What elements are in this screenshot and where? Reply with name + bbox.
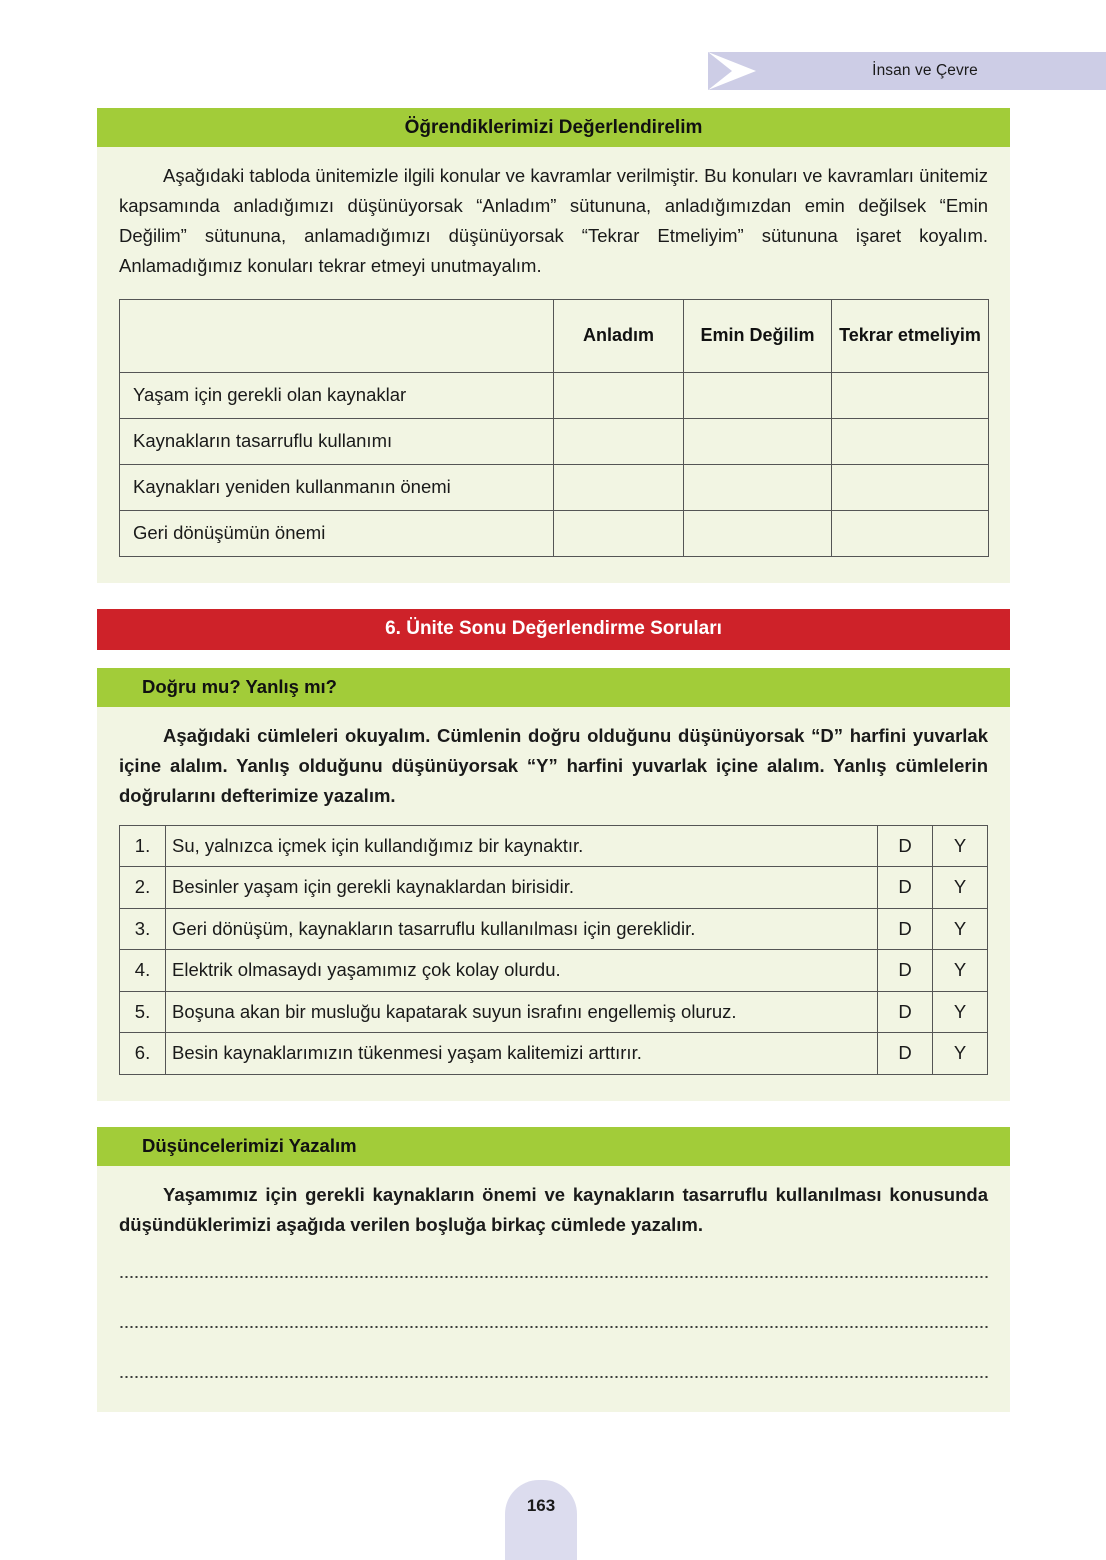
- table-row: [120, 372, 989, 418]
- checkbox-cell-anladim[interactable]: [554, 372, 684, 418]
- answer-lines: [97, 1248, 1010, 1412]
- question-number: 2.: [120, 867, 166, 909]
- checkbox-cell-tekrar-etmeliyim[interactable]: [832, 510, 989, 556]
- table-row: [120, 825, 988, 867]
- answer-option-false[interactable]: Y: [933, 991, 988, 1033]
- topic-label: Kaynakları yeniden kullanmanın önemi: [120, 464, 554, 510]
- spacer: [97, 557, 1010, 583]
- table-row: [120, 867, 988, 909]
- checkbox-cell-emin-degilim[interactable]: [684, 510, 832, 556]
- section-gap: [97, 1101, 1010, 1127]
- checkbox-cell-tekrar-etmeliyim[interactable]: [832, 464, 989, 510]
- header-anladim: Anladım: [554, 299, 684, 372]
- checkbox-cell-emin-degilim[interactable]: [684, 418, 832, 464]
- topic-label: Yaşam için gerekli olan kaynaklar: [120, 372, 554, 418]
- thoughts-instruction: Yaşamımız için gerekli kaynakların önemi ve kaynakların tasarruflu kullanılması konusunda düşündüklerimizi aşağıda verilen boşluğa birkaç cümlede yazalım.: [119, 1183, 988, 1235]
- question-text: Su, yalnızca içmek için kullandığımız bir kaynaktır.: [166, 825, 878, 867]
- question-text: Besinler yaşam için gerekli kaynaklardan birisidir.: [166, 867, 878, 909]
- checkbox-cell-tekrar-etmeliyim[interactable]: [832, 418, 989, 464]
- table-row: [120, 464, 989, 510]
- page-content: [97, 108, 1010, 1412]
- checkbox-cell-anladim[interactable]: [554, 418, 684, 464]
- table-row: [120, 950, 988, 992]
- self-assessment-table-wrap: [97, 289, 1010, 557]
- question-text: Elektrik olmasaydı yaşamımız çok kolay olurdu.: [166, 950, 878, 992]
- self-assessment-section: [97, 147, 1010, 583]
- table-row: [120, 510, 989, 556]
- self-assessment-intro: Aşağıdaki tabloda ünitemizle ilgili konular ve kavramlar verilmiştir. Bu konuları ve kavramları ünitemiz kapsamında anladığımızı düşünüyorsak “Anladım” sütununa, anladığımızdan emin değilsek “Emin Değilim” sütununa, anlamadığımızı düşünüyorsak “Tekrar Etmeliyim” sütununa işaret koyalım. Anlamadığımız konuları tekrar etmeyi unutmayalım.: [119, 165, 988, 276]
- spacer: [97, 1075, 1010, 1101]
- thoughts-section: [97, 1166, 1010, 1412]
- question-text: Besin kaynaklarımızın tükenmesi yaşam kalitemizi arttırır.: [166, 1033, 878, 1075]
- answer-option-false[interactable]: Y: [933, 950, 988, 992]
- table-row: [120, 1033, 988, 1075]
- answer-option-false[interactable]: Y: [933, 825, 988, 867]
- checkbox-cell-anladim[interactable]: [554, 464, 684, 510]
- answer-option-false[interactable]: Y: [933, 867, 988, 909]
- answer-option-true[interactable]: D: [878, 867, 933, 909]
- answer-option-true[interactable]: D: [878, 950, 933, 992]
- question-text: Geri dönüşüm, kaynakların tasarruflu kullanılması için gereklidir.: [166, 908, 878, 950]
- running-head-title: İnsan ve Çevre: [872, 62, 978, 79]
- table-header-row: [120, 299, 989, 372]
- table-row: [120, 991, 988, 1033]
- header-blank-cell: [120, 299, 554, 372]
- true-false-table-wrap: [97, 819, 1010, 1075]
- self-assessment-banner: Öğrendiklerimizi Değerlendirelim: [97, 108, 1010, 147]
- true-false-banner: Doğru mu? Yanlış mı?: [97, 668, 1010, 707]
- answer-option-true[interactable]: D: [878, 908, 933, 950]
- running-head-banner: [708, 52, 1106, 90]
- thoughts-banner: Düşüncelerimizi Yazalım: [97, 1127, 1010, 1166]
- answer-option-true[interactable]: D: [878, 991, 933, 1033]
- true-false-table: [119, 825, 988, 1075]
- checkbox-cell-anladim[interactable]: [554, 510, 684, 556]
- question-number: 5.: [120, 991, 166, 1033]
- unit-end-banner: 6. Ünite Sonu Değerlendirme Soruları: [97, 609, 1010, 650]
- question-text: Boşuna akan bir musluğu kapatarak suyun israfını engellemiş oluruz.: [166, 991, 878, 1033]
- page-number-tab: [505, 1480, 577, 1560]
- table-row: [120, 418, 989, 464]
- header-tekrar-etmeliyim: Tekrar etmeliyim: [832, 299, 989, 372]
- true-false-section: [97, 707, 1010, 1101]
- true-false-instruction: Aşağıdaki cümleleri okuyalım. Cümlenin doğru olduğunu düşünüyorsak “D” harfini yuvarlak içine alalım. Yanlış olduğunu düşünüyorsak “Y” harfini yuvarlak içine alalım. Yanlış cümlelerin doğrularını defterimize yazalım.: [119, 724, 988, 806]
- section-gap: [97, 583, 1010, 609]
- answer-option-true[interactable]: D: [878, 825, 933, 867]
- question-number: 6.: [120, 1033, 166, 1075]
- table-row: [120, 908, 988, 950]
- answer-line[interactable]: [119, 1276, 988, 1278]
- answer-option-false[interactable]: Y: [933, 1033, 988, 1075]
- checkbox-cell-tekrar-etmeliyim[interactable]: [832, 372, 989, 418]
- checkbox-cell-emin-degilim[interactable]: [684, 372, 832, 418]
- checkbox-cell-emin-degilim[interactable]: [684, 464, 832, 510]
- header-emin-degilim: Emin Değilim: [684, 299, 832, 372]
- answer-option-true[interactable]: D: [878, 1033, 933, 1075]
- question-number: 1.: [120, 825, 166, 867]
- page-number: 163: [526, 1496, 556, 1515]
- answer-option-false[interactable]: Y: [933, 908, 988, 950]
- question-number: 3.: [120, 908, 166, 950]
- answer-line[interactable]: [119, 1326, 988, 1328]
- topic-label: Kaynakların tasarruflu kullanımı: [120, 418, 554, 464]
- self-assessment-table: [119, 299, 989, 557]
- section-gap: [97, 650, 1010, 668]
- question-number: 4.: [120, 950, 166, 992]
- answer-line[interactable]: [119, 1376, 988, 1378]
- topic-label: Geri dönüşümün önemi: [120, 510, 554, 556]
